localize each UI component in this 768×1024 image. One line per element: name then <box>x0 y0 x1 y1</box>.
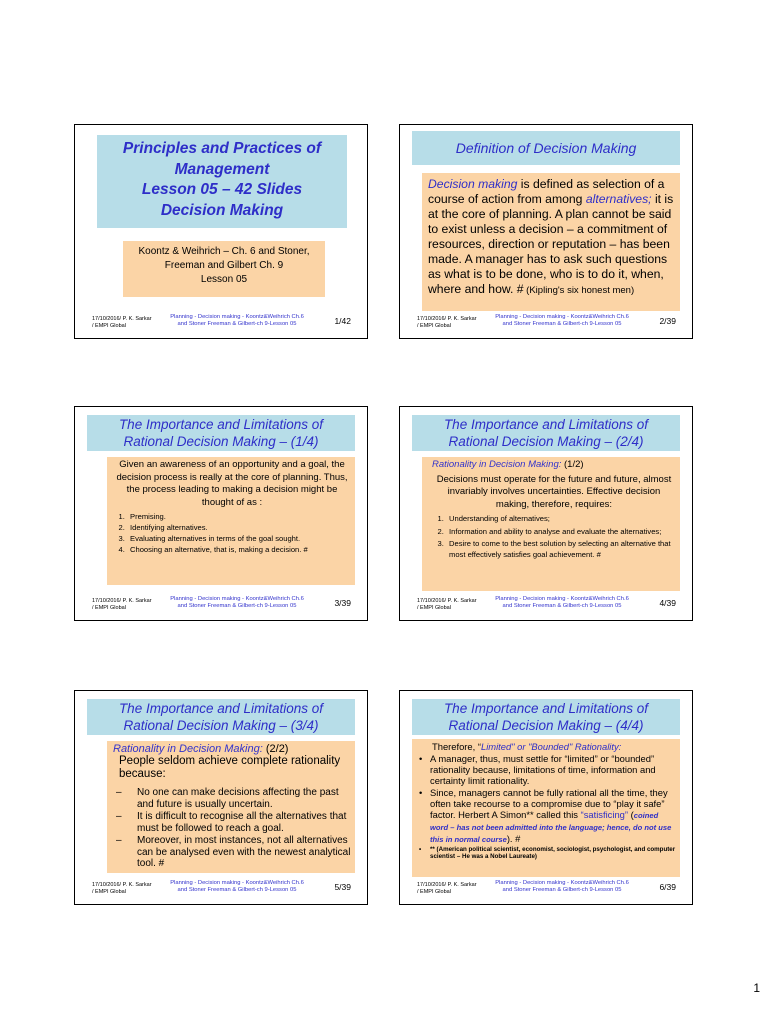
lead-text: Given an awareness of an opportunity and a goal, the decision process is really at the core of planning. Thus, the process leading to making a decision might be thought of as : <box>116 459 348 508</box>
slide-footer <box>400 310 692 338</box>
list-item: • Since, managers cannot be fully rational all the time, they often take recourse to a compromise due to “play it safe” factor. Herbert A Simon** called this “satisficing” (coined word – has not been admitted into the language; hence, do not use this in normal course). # <box>418 787 676 845</box>
slide-5 <box>74 690 368 905</box>
footer-author: 17/10/2016/ P. K. Sarkar / EMPI Global <box>417 316 477 329</box>
list-item: 4. Choosing an alternative, that is, making a decision. # <box>127 544 351 555</box>
title-line: Management <box>174 160 270 178</box>
list-item: – No one can make decisions affecting the past and future is usually uncertain. <box>113 787 351 810</box>
lead-text: Decisions must operate for the future and future, almost invariably involves uncertainties. Effective decision making, therefore, requires: <box>436 473 672 510</box>
slide-footer <box>400 592 692 620</box>
title-line: Lesson 05 – 42 Slides <box>141 181 303 198</box>
list-item: – Moreover, in most instances, not all alternatives can be analysed even with the newest analytical tool. # <box>113 835 351 870</box>
slide-3-title: The Importance and Limitations of Rational Decision Making – (1/4) <box>87 415 355 451</box>
slide-1-title <box>97 135 347 228</box>
slide-2-body: Decision making is defined as selection of a course of action from among alternatives; it is at the core of planning. A plan cannot be said to exist unless a decision – a commitment of resources, direction or reputation – has been made. A manager has to ask such questions as what is to be done, who is to do it, when, where and how. # (Kipling's six honest men) <box>422 173 680 311</box>
body-line: Lesson 05 <box>200 274 248 285</box>
slide-6-title: The Importance and Limitations of Rational Decision Making – (4/4) <box>412 699 680 735</box>
title-line: Decision Making <box>160 201 284 219</box>
slide-footer <box>75 876 367 904</box>
slide-5-title: The Importance and Limitations of Rational Decision Making – (3/4) <box>87 699 355 735</box>
slide-footer <box>75 310 367 338</box>
lead-text: Therefore, “Limited" or "Bounded" Rationality: <box>432 741 622 752</box>
page-number: 1 <box>753 981 760 995</box>
list-item: – It is difficult to recognise all the alternatives that must be followed to reach a goal. <box>113 811 351 834</box>
slide-2 <box>399 124 693 339</box>
footer-author: 17/10/2016/ P. K. Sarkar / EMPI Global <box>92 882 152 895</box>
satisficing-term: “satisficing” <box>580 809 628 820</box>
list-item: 1. Understanding of alternatives; <box>446 514 676 525</box>
slide-2-title: Definition of Decision Making <box>412 131 680 165</box>
footer-course: Planning - Decision making - Koontz&Weihrich Ch.6 and Stoner Freeman & Gilbert-ch 9-Lesson 05 <box>495 880 629 893</box>
body-line: Freeman and Gilbert Ch. 9 <box>164 260 284 271</box>
list-item: 1. Premising. <box>127 511 351 522</box>
body-line: Koontz & Weihrich – Ch. 6 and Stoner, <box>138 246 310 257</box>
slide-5-body <box>107 741 355 873</box>
bullet-list <box>418 753 676 860</box>
footer-course: Planning - Decision making - Koontz&Weihrich Ch.6 and Stoner Freeman & Gilbert-ch 9-Lesson 05 <box>170 596 304 609</box>
slide-number: 1/42 <box>334 316 351 326</box>
slide-footer <box>400 876 692 904</box>
footer-course: Planning - Decision making - Koontz&Weihrich Ch.6 and Stoner Freeman & Gilbert-ch 9-Lesson 05 <box>495 596 629 609</box>
slide-3 <box>74 406 368 621</box>
slide-number: 4/39 <box>659 598 676 608</box>
slide-number: 5/39 <box>334 882 351 892</box>
list-item: 2. Information and ability to analyse and evaluate the alternatives; <box>446 527 676 538</box>
slide-6-body <box>412 739 680 877</box>
slide-number: 3/39 <box>334 598 351 608</box>
slide-6 <box>399 690 693 905</box>
slide-4-body <box>422 457 680 591</box>
subheading: Rationality in Decision Making: (1/2) <box>432 459 584 470</box>
step-list <box>113 511 351 555</box>
footer-author: 17/10/2016/ P. K. Sarkar / EMPI Global <box>92 316 152 329</box>
reason-list <box>113 787 351 870</box>
footer-course: Planning - Decision making - Koontz&Weihrich Ch.6 and Stoner Freeman & Gilbert-ch 9-Lesson 05 <box>495 314 629 327</box>
list-item: • A manager, thus, must settle for “limited” or “bounded” rationality because, limitations of time, information and certainty limit rationality. <box>418 753 676 786</box>
footer-author: 17/10/2016/ P. K. Sarkar / EMPI Global <box>92 598 152 611</box>
keyword: Decision making <box>428 177 518 191</box>
slide-1-body <box>123 241 325 297</box>
list-item: 3. Evaluating alternatives in terms of the goal sought. <box>127 533 351 544</box>
footnote: • ** (American political scientist, economist, sociologist, psychologist, and computer scientist – He was a Nobel Laureate) <box>418 846 676 860</box>
footer-course: Planning - Decision making - Koontz&Weihrich Ch.6 and Stoner Freeman & Gilbert-ch 9-Lesson 05 <box>170 880 304 893</box>
list-item: 3. Desire to come to the best solution by selecting an alternative that most effectively satisfies goal achievement. # <box>446 539 676 560</box>
requirement-list <box>432 514 676 560</box>
lead-text: People seldom achieve complete rationality because: <box>119 755 341 780</box>
coined-note: coined word – has not been admitted into the language; hence, do not use this in normal course <box>430 811 672 844</box>
slide-1 <box>74 124 368 339</box>
slide-number: 6/39 <box>659 882 676 892</box>
footer-author: 17/10/2016/ P. K. Sarkar / EMPI Global <box>417 882 477 895</box>
slide-3-body <box>107 457 355 585</box>
slide-footer <box>75 592 367 620</box>
keyword: alternatives; <box>585 192 652 206</box>
footer-course: Planning - Decision making - Koontz&Weihrich Ch.6 and Stoner Freeman & Gilbert-ch 9-Lesson 05 <box>170 314 304 327</box>
title-line: Principles and Practices of <box>122 140 322 157</box>
slide-4 <box>399 406 693 621</box>
subheading: Rationality in Decision Making: (2/2) <box>113 743 289 755</box>
footer-author: 17/10/2016/ P. K. Sarkar / EMPI Global <box>417 598 477 611</box>
slide-4-title: The Importance and Limitations of Rational Decision Making – (2/4) <box>412 415 680 451</box>
slide-number: 2/39 <box>659 316 676 326</box>
list-item: 2. Identifying alternatives. <box>127 522 351 533</box>
kipling-note: (Kipling's six honest men) <box>523 285 635 296</box>
